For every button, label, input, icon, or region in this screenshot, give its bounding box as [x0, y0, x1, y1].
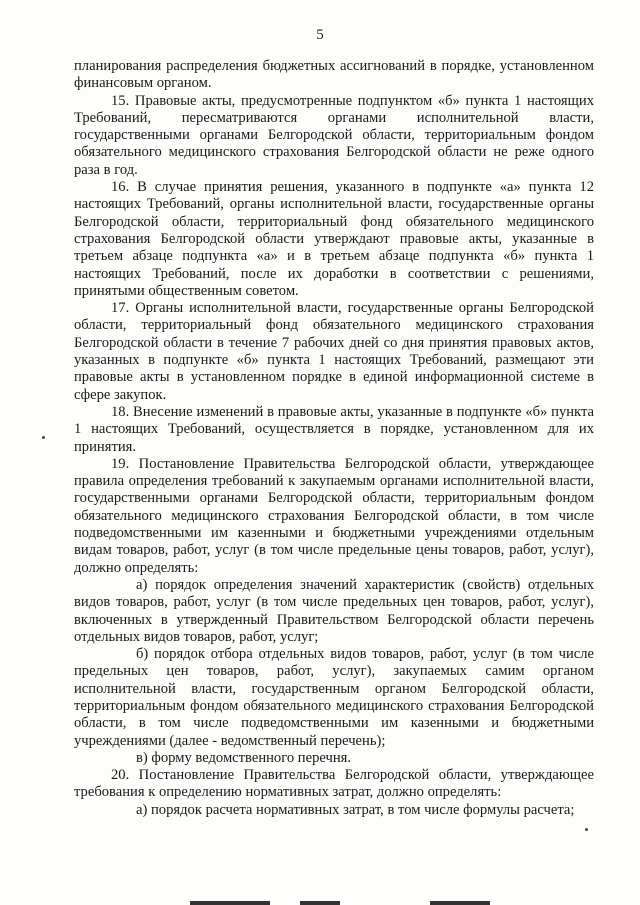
scan-speck: [42, 436, 45, 439]
paragraph-14-continuation: планирования распределения бюджетных ассигнований в порядке, установленном финансовым органом.: [74, 58, 594, 92]
paragraph-20: 20. Постановление Правительства Белгородской области, утверждающее требования к определению нормативных затрат, должно определять:: [74, 767, 594, 801]
paragraph-19: 19. Постановление Правительства Белгородской области, утверждающее правила определения требований к закупаемым органами исполнительной власти, государственными органами Белгородской области, территориальным фондом обязательного медицинского страхования Белгородской области, в том числе подведомственными им казенными и бюджетными учреждениями отдельным видам товаров, работ, услуг (в том числе предельные цены товаров, работ, услуг), должно определять:: [74, 455, 594, 576]
paragraph-19-item-b: б) порядок отбора отдельных видов товаров, работ, услуг (в том числе предельных цен товаров, работ, услуг), закупаемых самим органом исполнительной власти, государственным органом Белгородской области, территориальным фондом обязательного медицинского страхования Белгородской области, в том числе подведомственными им казенными и бюджетными учреждениями (далее - ведомственный перечень);: [74, 646, 594, 749]
paragraph-18: 18. Внесение изменений в правовые акты, указанные в подпункте «б» пункта 1 настоящих Требований, осуществляется в порядке, установленном для их принятия.: [74, 403, 594, 455]
paragraph-15: 15. Правовые акты, предусмотренные подпунктом «б» пункта 1 настоящих Требований, пересматриваются органами исполнительной власти, государственными органами Белгородской области, территориальным фондом обязательного медицинского страхования Белгородской области не реже одного раза в год.: [74, 92, 594, 178]
document-body: [74, 58, 594, 819]
paragraph-20-item-a: а) порядок расчета нормативных затрат, в том числе формулы расчета;: [136, 801, 575, 818]
paragraph-17: 17. Органы исполнительной власти, государственные органы Белгородской области, территориальный фонд обязательного медицинского страхования Белгородской области в течение 7 рабочих дней со дня принятия правовых актов, указанных в подпункте «б» пункта 1 настоящих Требований, размещают эти правовые акты в установленном порядке в единой информационной системе в сфере закупок.: [74, 300, 594, 403]
scan-edge-mark: [430, 901, 490, 905]
paragraph-19-item-a: а) порядок определения значений характеристик (свойств) отдельных видов товаров, работ, услуг (в том числе предельных цен товаров, работ, услуг), включенных в утвержденный Правительством Белгородской области перечень отдельных видов товаров, работ, услуг;: [74, 576, 594, 645]
scan-edge-mark: [300, 901, 340, 905]
page-number: 5: [316, 27, 324, 43]
scan-speck: [585, 828, 588, 831]
paragraph-16: 16. В случае принятия решения, указанного в подпункте «а» пункта 12 настоящих Требований, органы исполнительной власти, государственные органы Белгородской области, территориальный фонд обязательного медицинского страхования Белгородской области утверждают правовые акты, указанные в третьем абзаце подпункта «а» и в третьем абзаце подпункта «б» пункта 1 настоящих Требований, после их доработки в соответствии с решениями, принятыми общественным советом.: [74, 179, 594, 299]
paragraph-19-item-v: в) форму ведомственного перечня.: [136, 749, 352, 766]
scan-edge-mark: [190, 901, 270, 905]
